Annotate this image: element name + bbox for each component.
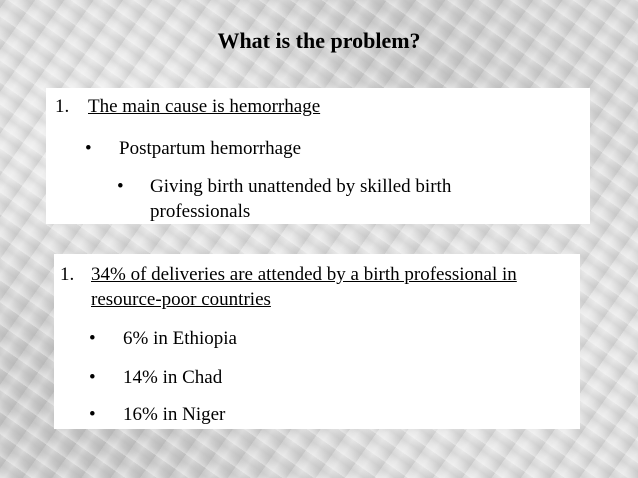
statistics-heading-line1: 34% of deliveries are attended by a birth professional in — [91, 264, 517, 285]
bullet-marker: • — [117, 176, 124, 197]
slide-title: What is the problem? — [217, 28, 421, 53]
bullet-marker: • — [89, 404, 96, 425]
cause-heading: The main cause is hemorrhage — [88, 96, 321, 117]
bullet-chad: 14% in Chad — [123, 367, 223, 388]
bullet-marker: • — [89, 367, 96, 388]
list-number: 1. — [55, 96, 70, 117]
sub-sub-bullet-line2: professionals — [150, 201, 251, 222]
sub-sub-bullet-line1: Giving birth unattended by skilled birth — [150, 176, 452, 197]
statistics-heading-line2: resource-poor countries — [91, 289, 271, 310]
bullet-marker: • — [85, 138, 92, 159]
bullet-niger: 16% in Niger — [123, 404, 226, 425]
bullet-ethiopia: 6% in Ethiopia — [123, 328, 237, 349]
sub-bullet-postpartum: Postpartum hemorrhage — [119, 138, 302, 159]
list-number: 1. — [60, 264, 75, 285]
bullet-marker: • — [89, 328, 96, 349]
